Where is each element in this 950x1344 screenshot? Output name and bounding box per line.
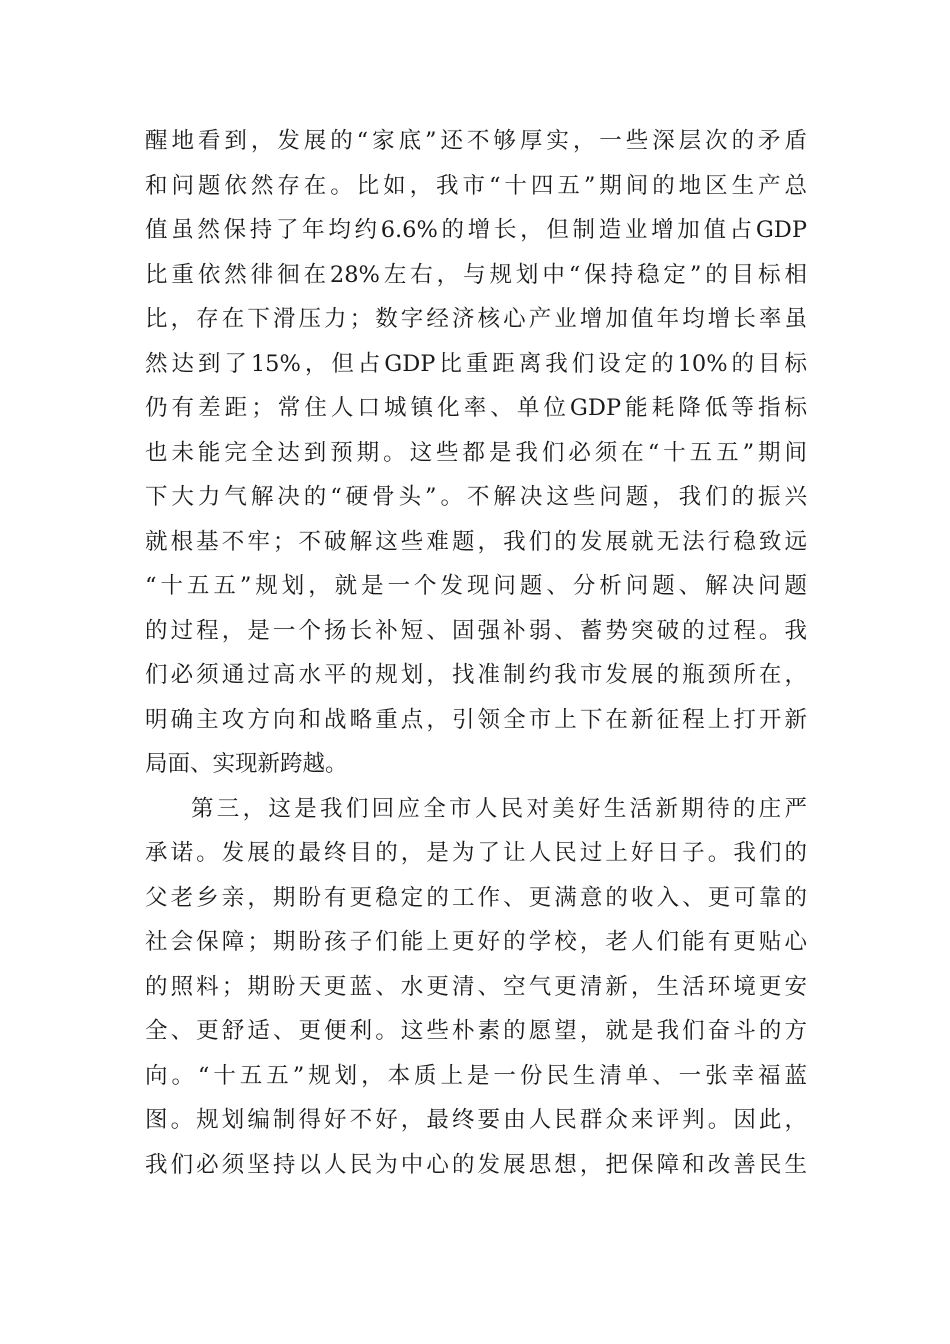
text-line: 图。规划编制得好不好，最终要由人民群众来评判。因此， [145, 1107, 807, 1133]
text-line: 社会保障；期盼孩子们能上更好的学校，老人们能有更贴心 [145, 929, 807, 955]
paragraph-end-line: 局面、实现新跨越。 [145, 751, 348, 777]
text-line: 和问题依然存在。比如，我市“十四五”期间的地区生产总 [145, 172, 807, 199]
text-line: 的过程，是一个扬长补短、固强补弱、蓄势突破的过程。我 [145, 617, 807, 644]
text-line: 父老乡亲，期盼有更稳定的工作、更满意的收入、更可靠的 [145, 884, 807, 911]
text-line: 明确主攻方向和战略重点，引领全市上下在新征程上打开新 [145, 706, 807, 733]
text-line: 向。“十五五”规划，本质上是一份民生清单、一张幸福蓝 [145, 1062, 807, 1089]
text-line: 然达到了15%，但占GDP比重距离我们设定的10%的目标 [145, 350, 807, 377]
text-line: 也未能完全达到预期。这些都是我们必须在“十五五”期间 [145, 439, 807, 466]
body-text [145, 119, 807, 1187]
text-line: 的照料；期盼天更蓝、水更清、空气更清新，生活环境更安 [145, 973, 807, 1000]
text-line: 下大力气解决的“硬骨头”。不解决这些问题，我们的振兴 [145, 484, 807, 510]
text-line: 比重依然徘徊在28%左右，与规划中“保持稳定”的目标相 [145, 261, 807, 288]
text-line: 承诺。发展的最终目的，是为了让人民过上好日子。我们的 [145, 840, 807, 866]
paragraph-start-line: 第三，这是我们回应全市人民对美好生活新期待的庄严 [191, 795, 807, 822]
text-line: 仍有差距；常住人口城镇化率、单位GDP能耗降低等指标 [145, 395, 807, 421]
text-line: “十五五”规划，就是一个发现问题、分析问题、解决问题 [145, 573, 807, 599]
text-line: 值虽然保持了年均约6.6%的增长，但制造业增加值占GDP [145, 217, 807, 243]
text-line: 们必须通过高水平的规划，找准制约我市发展的瓶颈所在， [145, 662, 807, 688]
text-line: 我们必须坚持以人民为中心的发展思想，把保障和改善民生 [145, 1151, 807, 1178]
text-line: 全、更舒适、更便利。这些朴素的愿望，就是我们奋斗的方 [145, 1018, 807, 1044]
text-line: 就根基不牢；不破解这些难题，我们的发展就无法行稳致远 [145, 528, 807, 555]
text-line: 醒地看到，发展的“家底”还不够厚实，一些深层次的矛盾 [145, 128, 807, 154]
text-line: 比，存在下滑压力；数字经济核心产业增加值年均增长率虽 [145, 306, 807, 332]
